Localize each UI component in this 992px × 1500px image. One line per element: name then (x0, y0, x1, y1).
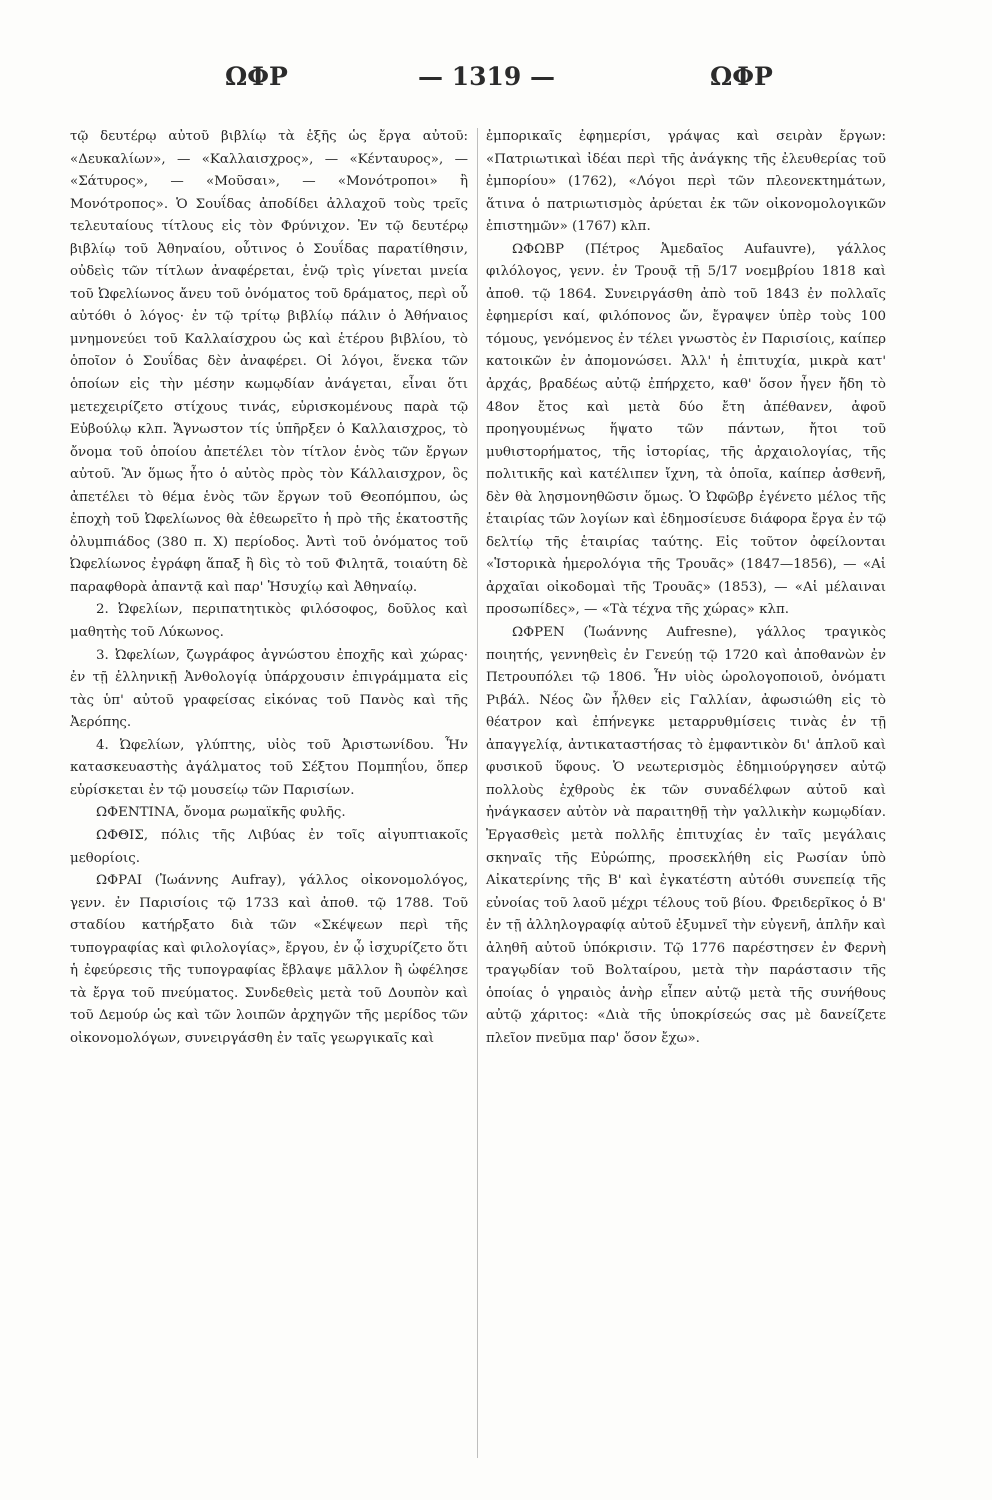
left-column (70, 126, 468, 1466)
entry-ofren: ΩΦΡΕΝ (Ἰωάννης Aufresne), γάλλος τραγικὸς ποιητής, γεννηθεὶς ἐν Γενεύῃ τῷ 1720 καὶ ἀποθανὼν ἐν Πετρουπόλει τῷ 1806. Ἦν υἱὸς ὡρολογοποιοῦ, ὀνόματι Ριβάλ. Νέος ὢν ἦλθεν εἰς Γαλλίαν, ἀφωσιώθη εἰς τὸ θέατρον καὶ ἐπήνεγκε μεταρρυθμίσεις τινὰς ἐν τῇ ἀπαγγελίᾳ, ἀντικαταστήσας τὸ ἐμφαντικὸν δι' ἁπλοῦ καὶ φυσικοῦ ὕφους. Ὁ νεωτερισμὸς ἐδημιούργησεν αὐτῷ πολλοὺς ἐχθροὺς ἐκ τῶν συναδέλφων αὐτοῦ καὶ ἠνάγκασεν αὐτὸν νὰ παραιτηθῇ τὴν γαλλικὴν κωμῳδίαν. Ἐργασθεὶς μετὰ πολλῆς ἐπιτυχίας ἐν ταῖς μεγάλαις σκηναῖς τῆς Εὐρώπης, προσεκλήθη εἰς Ρωσίαν ὑπὸ Αἰκατερίνης τῆς Β' καὶ ἐγκατέστη αὐτόθι συνεπείᾳ τῆς εὐνοίας τοῦ λαοῦ μέχρι τέλους τοῦ βίου. Φρειδερῖκος ὁ Β' ἐν τῇ ἀλληλογραφίᾳ αὐτοῦ ἐξυμνεῖ τὴν εὐγενῆ, ἁπλῆν καὶ ἀληθῆ αὐτοῦ ὑπόκρισιν. Τῷ 1776 παρέστησεν ἐν Φερνὴ τραγῳδίαν τοῦ Βολταίρου, μετὰ τὴν παράστασιν τῆς ὁποίας ὁ γηραιὸς ἀνὴρ εἶπεν αὐτῷ μετὰ τῆς συνήθους αὐτῷ χάριτος: «Διὰ τῆς ὑποκρίσεώς σας μὲ δανείζετε πλεῖον πνεῦμα παρ' ὅσον ἔχω». (486, 625, 886, 1046)
entry-ofthis: ΩΦΘΙΣ, πόλις τῆς Λιβύας ἐν τοῖς αἰγυπτιακοῖς μεθορίοις. (70, 827, 468, 866)
right-column (486, 126, 886, 1466)
entry-ofrai: ΩΦΡΑΙ (Ἰωάννης Aufray), γάλλος οἰκονομολόγος, γενν. ἐν Παρισίοις τῷ 1733 καὶ ἀποθ. τῷ 1788. Τοῦ σταδίου κατήρξατο διὰ τῶν «Σκέψεων περὶ τῆς τυπογραφίας καὶ φιλολογίας», ἔργου, ἐν ᾧ ἰσχυρίζετο ὅτι ἡ ἐφεύρεσις τῆς τυπογραφίας ἔβλαψε μᾶλλον ἢ ὠφέλησε τὰ ἔργα τοῦ πνεύματος. Συνδεθεὶς μετὰ τοῦ Δουπὸν καὶ τοῦ Δεμούρ ὡς καὶ τῶν λοιπῶν ἀρχηγῶν τῆς μερίδος τῶν οἰκονομολόγων, συνειργάσθη ἐν ταῖς γεωργικαῖς καὶ (70, 873, 468, 1046)
entry-ofovr: ΩΦΩΒΡ (Πέτρος Ἀμεδαῖος Aufauvre), γάλλος φιλόλογος, γενν. ἐν Τρουᾷ τῇ 5/17 νοεμβρίου 1818 καὶ ἀποθ. τῷ 1864. Συνειργάσθη ἀπὸ τοῦ 1843 ἐν πολλαῖς ἐφημερίσι καί, φιλόπονος ὤν, ἔγραψεν ὑπὲρ τοὺς 100 τόμους, γενόμενος ἐν τέλει γνωστὸς ἐν Παρισίοις, καίπερ κατοικῶν ἐν ἀπομονώσει. Ἀλλ' ἡ ἐπιτυχία, μικρὰ κατ' ἀρχάς, βραδέως αὐτῷ ἐπήρχετο, καθ' ὅσον ἦγεν ἤδη τὸ 48ον ἔτος καὶ μετὰ δύο ἔτη ἀπέθανεν, ἀφοῦ προηγουμένως ἥψατο τῶν πάντων, ἤτοι τοῦ μυθιστορήματος, τῆς ἱστορίας, τῆς ἀρχαιολογίας, τῆς πολιτικῆς καὶ κατέλιπεν ἴχνη, τὰ ὁποῖα, καίπερ ἀσθενῆ, δὲν θὰ λησμονηθῶσιν ὅμως. Ὁ Ὠφῶβρ ἐγένετο μέλος τῆς ἑταιρίας τῶν λογίων καὶ ἐδημοσίευσε διάφορα ἔργα ἐν τῷ δελτίῳ τῆς ἑταιρίας ταύτης. Εἰς τοῦτον ὀφείλονται «Ἱστορικὰ ἡμερολόγια τῆς Τρουᾶς» (1847—1856), — «Αἱ ἀρχαῖαι οἰκοδομαὶ τῆς Τρουᾶς» (1853), — «Αἱ μέλαιναι προσωπίδες», — «Τὰ τέχνα τῆς χώρας» κλπ. (486, 241, 886, 618)
page-number: — 1319 — (418, 62, 555, 91)
header-right-guideword: ΩΦΡ (710, 62, 773, 91)
page-header (70, 62, 930, 102)
entry-ofentina: ΩΦΕΝΤΙΝΑ, ὄνομα ρωμαϊκῆς φυλῆς. (96, 805, 346, 821)
header-left-guideword: ΩΦΡ (225, 62, 288, 91)
entry-ofelion-4: 4. Ὠφελίων, γλύπτης, υἱὸς τοῦ Ἀριστωνίδου. Ἦν κατασκευαστὴς ἀγάλματος τοῦ Σέξτου Πομπηΐου, ὅπερ εὑρίσκεται ἐν τῷ μουσείῳ τῶν Παρισίων. (70, 737, 468, 798)
paragraph-continuation: ἐμπορικαῖς ἐφημερίσι, γράψας καὶ σειρὰν ἔργων: «Πατριωτικαὶ ἰδέαι περὶ τῆς ἀνάγκης τῆς ἐλευθερίας τοῦ ἐμπορίου» (1762), «Λόγοι περὶ τῶν πλεονεκτημάτων, ἅτινα ὁ πατριωτισμὸς ἀρύεται ἐκ τῶν οἰκονομολογικῶν ἐπιστημῶν» (1767) κλπ. (486, 129, 886, 235)
column-divider (477, 128, 478, 1458)
entry-ofelion-2: 2. Ὠφελίων, περιπατητικὸς φιλόσοφος, δοῦλος καὶ μαθητὴς τοῦ Λύκωνος. (70, 602, 468, 641)
entry-ofelion-3: 3. Ὠφελίων, ζωγράφος ἀγνώστου ἐποχῆς καὶ χώρας· ἐν τῇ ἑλληνικῇ Ἀνθολογίᾳ ὑπάρχουσιν ἐπιγράμματα εἰς τὰς ὑπ' αὐτοῦ γραφείσας εἰκόνας τοῦ Πανὸς καὶ τῆς Ἀερόπης. (70, 647, 468, 731)
paragraph-continuation: τῷ δευτέρῳ αὐτοῦ βιβλίῳ τὰ ἑξῆς ὡς ἔργα αὐτοῦ: «Δευκαλίων», — «Καλλαισχρος», — «Κένταυρος», — «Σάτυρος», — «Μοῦσαι», — «Μονότροποι» ἢ Μονότροπος». Ὁ Σουΐδας ἀποδίδει ἀλλαχοῦ τοὺς τρεῖς τελευταίους τίτλους εἰς τὸν Φρύνιχον. Ἐν τῷ δευτέρῳ βιβλίῳ τοῦ Ἀθηναίου, οὗτινος ὁ Σουΐδας παρατίθησιν, οὐδεὶς τῶν τίτλων ἀναφέρεται, ἐνῷ τρὶς γίνεται μνεία τοῦ Ὠφελίωνος ἄνευ τοῦ ὀνόματος τοῦ δράματος, περὶ οὗ αὐτόθι ὁ λόγος· ἐν τῷ τρίτῳ βιβλίῳ πάλιν ὁ Ἀθήναιος μνημονεύει τοῦ Καλλαίσχρου ὡς καὶ ἑτέρου βιβλίου, τὸ ὁποῖον ὁ Σουΐδας δὲν ἀναφέρει. Οἱ λόγοι, ἕνεκα τῶν ὁποίων εἰς τὴν μέσην κωμῳδίαν ἀνάγεται, εἶναι ὅτι μετεχειρίζετο στίχους τινάς, εὑρισκομένους παρὰ τῷ Εὐβούλῳ κλπ. Ἄγνωστον τίς ὑπῆρξεν ὁ Καλλαισχρος, τὸ ὄνομα τοῦ ὁποίου ἀπετέλει τὸν τίτλον ἑνὸς τῶν ἔργων αὐτοῦ. Ἂν ὅμως ἦτο ὁ αὐτὸς πρὸς τὸν Κάλλαισχρον, ὃς ἀπετέλει τὸ θέμα ἑνὸς τῶν ἔργων τοῦ Θεοπόμπου, ὡς ἐποχὴ τοῦ Ὠφελίωνος θὰ ἐθεωρεῖτο ἡ πρὸ τῆς ἑκατοστῆς ὀλυμπιάδος (380 π. Χ) περίοδος. Ἀντὶ τοῦ ὀνόματος τοῦ Ὠφελίωνος ἐγράφη ἅπαξ ἢ δὶς τὸ τοῦ Φιλητᾶ, τοιαύτη δὲ παραφθορὰ ἀπαντᾷ καὶ παρ' Ἡσυχίῳ καὶ Ἀθηναίῳ. (70, 129, 468, 595)
